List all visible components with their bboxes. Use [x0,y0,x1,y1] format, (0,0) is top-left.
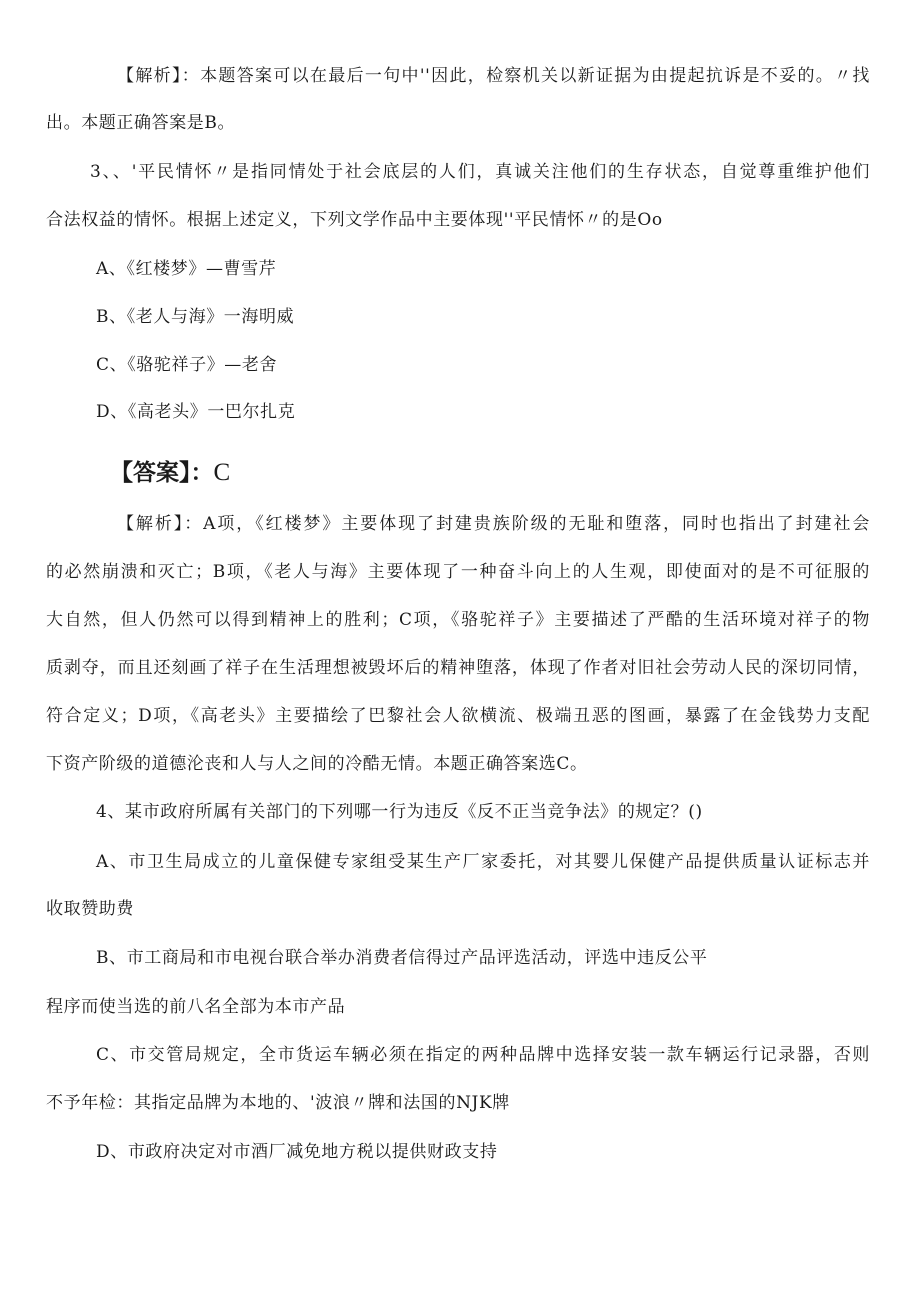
q4-option-d: D、市政府决定对市酒厂减免地方税以提供财政支持 [96,1142,498,1162]
q3-explanation-line-2: 的必然崩溃和灭亡；B项，《老人与海》主要体现了一种奋斗向上的人生观，即使面对的是不可征服的 [46,562,870,582]
q4-option-a-line-1: A、市卫生局成立的儿童保健专家组受某生产厂家委托，对其婴儿保健产品提供质量认证标志并 [96,852,870,872]
q3-option-a: A、《红楼梦》—曹雪芹 [96,259,277,279]
q3-option-d: D、《高老头》一巴尔扎克 [96,402,296,422]
q3-explanation-line-3: 大自然，但人仍然可以得到精神上的胜利；C项，《骆驼祥子》主要描述了严酷的生活环境对祥子的物 [46,610,870,630]
q3-option-c: C、《骆驼祥子》—老舍 [96,355,278,375]
q4-stem: 4、某市政府所属有关部门的下列哪一行为违反《反不正当竞争法》的规定？() [96,802,703,822]
q4-option-b-line-1: B、市工商局和市电视台联合举办消费者信得过产品评选活动，评选中违反公平 [96,948,708,968]
q3-explanation-line-5: 符合定义；D项，《高老头》主要描绘了巴黎社会人欲横流、极端丑恶的图画，暴露了在金钱势力支配 [46,706,870,726]
prev-explanation-line-2: 出。本题正确答案是B。 [46,113,236,133]
q3-answer [110,458,230,488]
q3-answer-label: 【答案】： [110,460,214,486]
q4-option-b-line-2: 程序而使当选的前八名全部为本市产品 [46,997,346,1017]
q4-option-c-line-2: 不予年检：其指定品牌为本地的、'波浪〃牌和法国的NJK牌 [46,1093,510,1113]
q3-explanation-line-6: 下资产阶级的道德沦丧和人与人之间的冷酷无情。本题正确答案选C。 [46,754,588,774]
q3-answer-value: C [213,459,231,486]
q3-option-b: B、《老人与海》一海明威 [96,307,295,327]
q4-option-c-line-1: C、市交管局规定，全市货运车辆必须在指定的两种品牌中选择安装一款车辆运行记录器，否则 [96,1045,870,1065]
q4-option-a-line-2: 收取赞助费 [46,899,134,919]
q3-stem-line-1: 3、、'平民情怀〃是指同情处于社会底层的人们，真诚关注他们的生存状态，自觉尊重维护他们 [90,162,870,182]
q3-stem-line-2: 合法权益的情怀。根据上述定义，下列文学作品中主要体现''平民情怀〃的是Oo [46,210,663,230]
prev-explanation-line-1: 【解析】：本题答案可以在最后一句中''因此，检察机关以新证据为由提起抗诉是不妥的。〃找 [117,66,870,86]
q3-explanation-line-4: 质剥夺，而且还刻画了祥子在生活理想被毁坏后的精神堕落，体现了作者对旧社会劳动人民的深切同情， [46,658,870,678]
q3-explanation-line-1: 【解析】：A项，《红楼梦》主要体现了封建贵族阶级的无耻和堕落，同时也指出了封建社会 [117,514,870,534]
